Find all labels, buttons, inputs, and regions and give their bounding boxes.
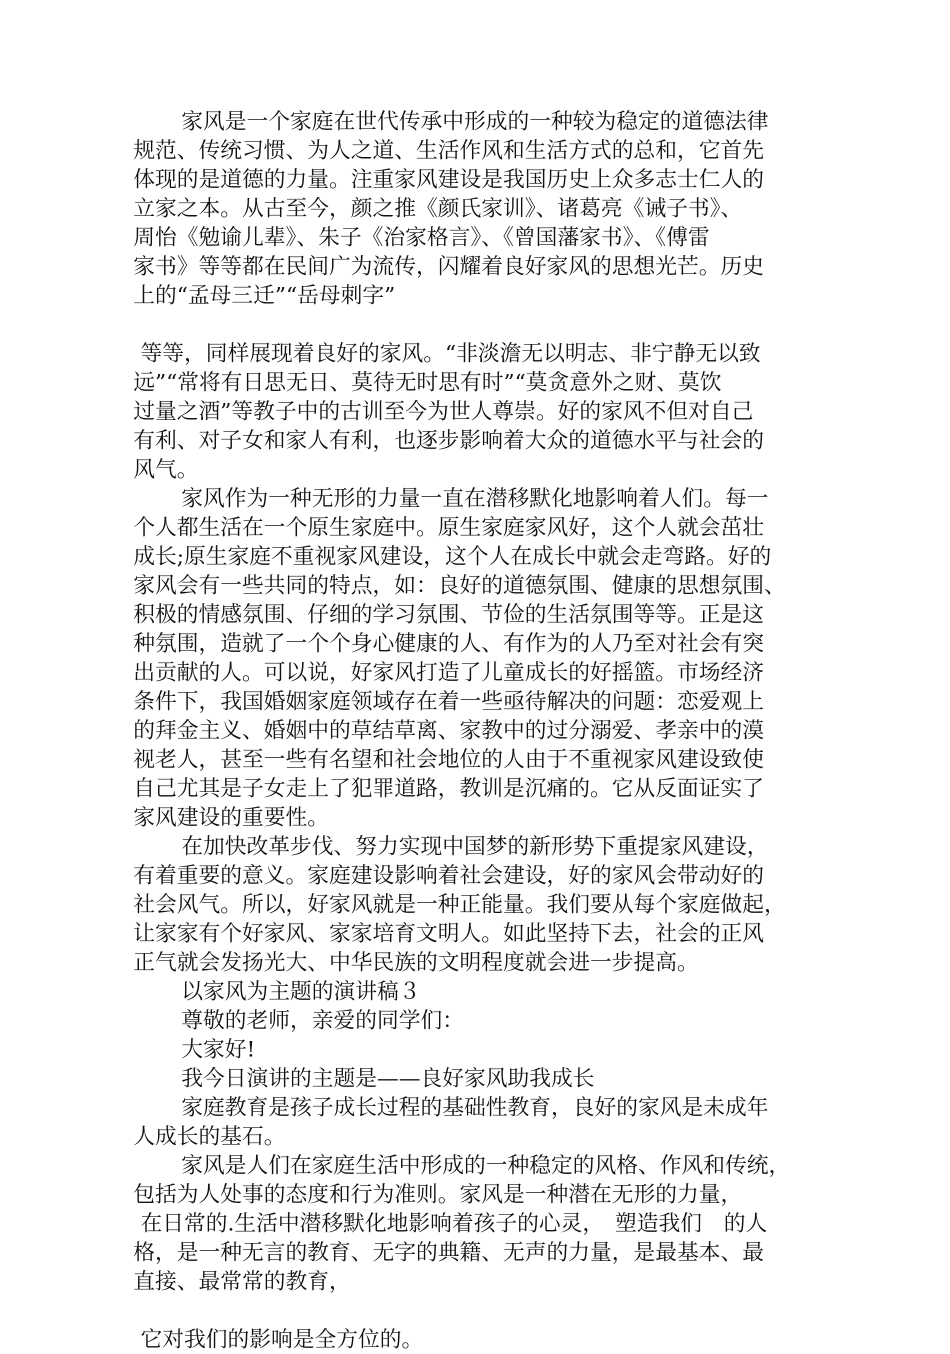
paragraph-3-line-12: 家风建设的重要性。 <box>133 804 329 831</box>
paragraph-4-line-4: 让家家有个好家风、家家培育文明人。如此坚持下去，社会的正风 <box>133 920 764 947</box>
paragraph-1-line-7: 上的“孟母三迁”“岳母刺字” <box>133 282 396 309</box>
paragraph-5-line-2: 人成长的基石。 <box>133 1123 286 1150</box>
paragraph-1-line-4: 立家之本。从古至今，颜之推《颜氏家训》、诸葛亮《诫子书》、 <box>133 195 743 222</box>
paragraph-3-line-10: 视老人，甚至一些有名望和社会地位的人由于不重视家风建设致使 <box>133 746 764 773</box>
paragraph-3-line-6: 种氛围，造就了一个个身心健康的人、有作为的人乃至对社会有突 <box>133 630 764 657</box>
paragraph-2-line-3: 过量之酒”等教子中的古训至今为世人尊崇。好的家风不但对自己 <box>133 398 754 425</box>
paragraph-4-line-5: 正气就会发扬光大、中华民族的文明程度就会进一步提高。 <box>133 949 699 976</box>
paragraph-3-line-8: 条件下，我国婚姻家庭领域存在着一些亟待解决的问题：恋爱观上 <box>133 688 764 715</box>
paragraph-1-line-1: 家风是一个家庭在世代传承中形成的一种较为稳定的道德法律 <box>181 108 769 135</box>
paragraph-4-line-1: 在加快改革步伐、努力实现中国梦的新形势下重提家风建设， <box>181 833 769 860</box>
paragraph-3-line-9: 的拜金主义、婚姻中的草结草离、家教中的过分溺爱、孝亲中的漠 <box>133 717 764 744</box>
paragraph-2-line-5: 风气。 <box>133 456 199 483</box>
paragraph-2-line-2: 远”“常将有日思无日、莫待无时思有时”“莫贪意外之财、莫饮 <box>133 369 722 396</box>
paragraph-3-line-7: 出贡献的人。可以说，好家风打造了儿童成长的好摇篮。市场经济 <box>133 659 764 686</box>
paragraph-2-line-1: 等等，同样展现着良好的家风。“非淡澹无以明志、非宁静无以致 <box>140 340 761 367</box>
paragraph-3-line-11: 自己尤其是子女走上了犯罪道路，教训是沉痛的。它从反面证实了 <box>133 775 764 802</box>
paragraph-6-line-1: 家风是人们在家庭生活中形成的一种稳定的风格、作风和传统， <box>181 1152 791 1179</box>
paragraph-3-line-2: 个人都生活在一个原生家庭中。原生家庭家风好，这个人就会茁壮 <box>133 514 764 541</box>
paragraph-1-line-6: 家书》等等都在民间广为流传，闪耀着良好家风的思想光芒。历史 <box>133 253 764 280</box>
paragraph-5-line-1: 家庭教育是孩子成长过程的基础性教育，良好的家风是未成年 <box>181 1094 769 1121</box>
paragraph-3-line-1: 家风作为一种无形的力量一直在潜移默化地影响着人们。每一 <box>181 485 769 512</box>
paragraph-8-line-1: 它对我们的影响是全方位的。 <box>140 1326 424 1353</box>
paragraph-4-line-3: 社会风气。所以，好家风就是一种正能量。我们要从每个家庭做起， <box>133 891 786 918</box>
paragraph-1-line-2: 规范、传统习惯、为人之道、生活作风和生活方式的总和，它首先 <box>133 137 764 164</box>
speech-title: 以家风为主题的演讲稿３ <box>181 978 421 1005</box>
paragraph-7-line-1: 在日常的.生活中潜移默化地影响着孩子的心灵， 塑造我们 的人 <box>140 1210 768 1237</box>
paragraph-3-line-3: 成长;原生家庭不重视家风建设，这个人在成长中就会走弯路。好的 <box>133 543 772 570</box>
greeting-hello: 大家好! <box>181 1036 256 1063</box>
speech-topic: 我今日演讲的主题是——良好家风助我成长 <box>181 1065 595 1092</box>
paragraph-1-line-5: 周怡《勉谕儿辈》、朱子《治家格言》、《曾国藩家书》、《傅雷 <box>133 224 710 251</box>
greeting-line: 尊敬的老师，亲爱的同学们： <box>181 1007 464 1034</box>
paragraph-6-line-2: 包括为人处事的态度和行为准则。家风是一种潜在无形的力量， <box>133 1181 743 1208</box>
paragraph-3-line-4: 家风会有一些共同的特点，如：良好的道德氛围、健康的思想氛围、 <box>133 572 786 599</box>
paragraph-2-line-4: 有利、对子女和家人有利，也逐步影响着大众的道德水平与社会的 <box>133 427 764 454</box>
paragraph-3-line-5: 积极的情感氛围、仔细的学习氛围、节俭的生活氛围等等。正是这 <box>133 601 764 628</box>
paragraph-7-line-2: 格，是一种无言的教育、无字的典籍、无声的力量，是最基本、最 <box>133 1239 764 1266</box>
paragraph-1-line-3: 体现的是道德的力量。注重家风建设是我国历史上众多志士仁人的 <box>133 166 764 193</box>
paragraph-4-line-2: 有着重要的意义。家庭建设影响着社会建设，好的家风会带动好的 <box>133 862 764 889</box>
paragraph-7-line-3: 直接、最常常的教育， <box>133 1268 351 1295</box>
